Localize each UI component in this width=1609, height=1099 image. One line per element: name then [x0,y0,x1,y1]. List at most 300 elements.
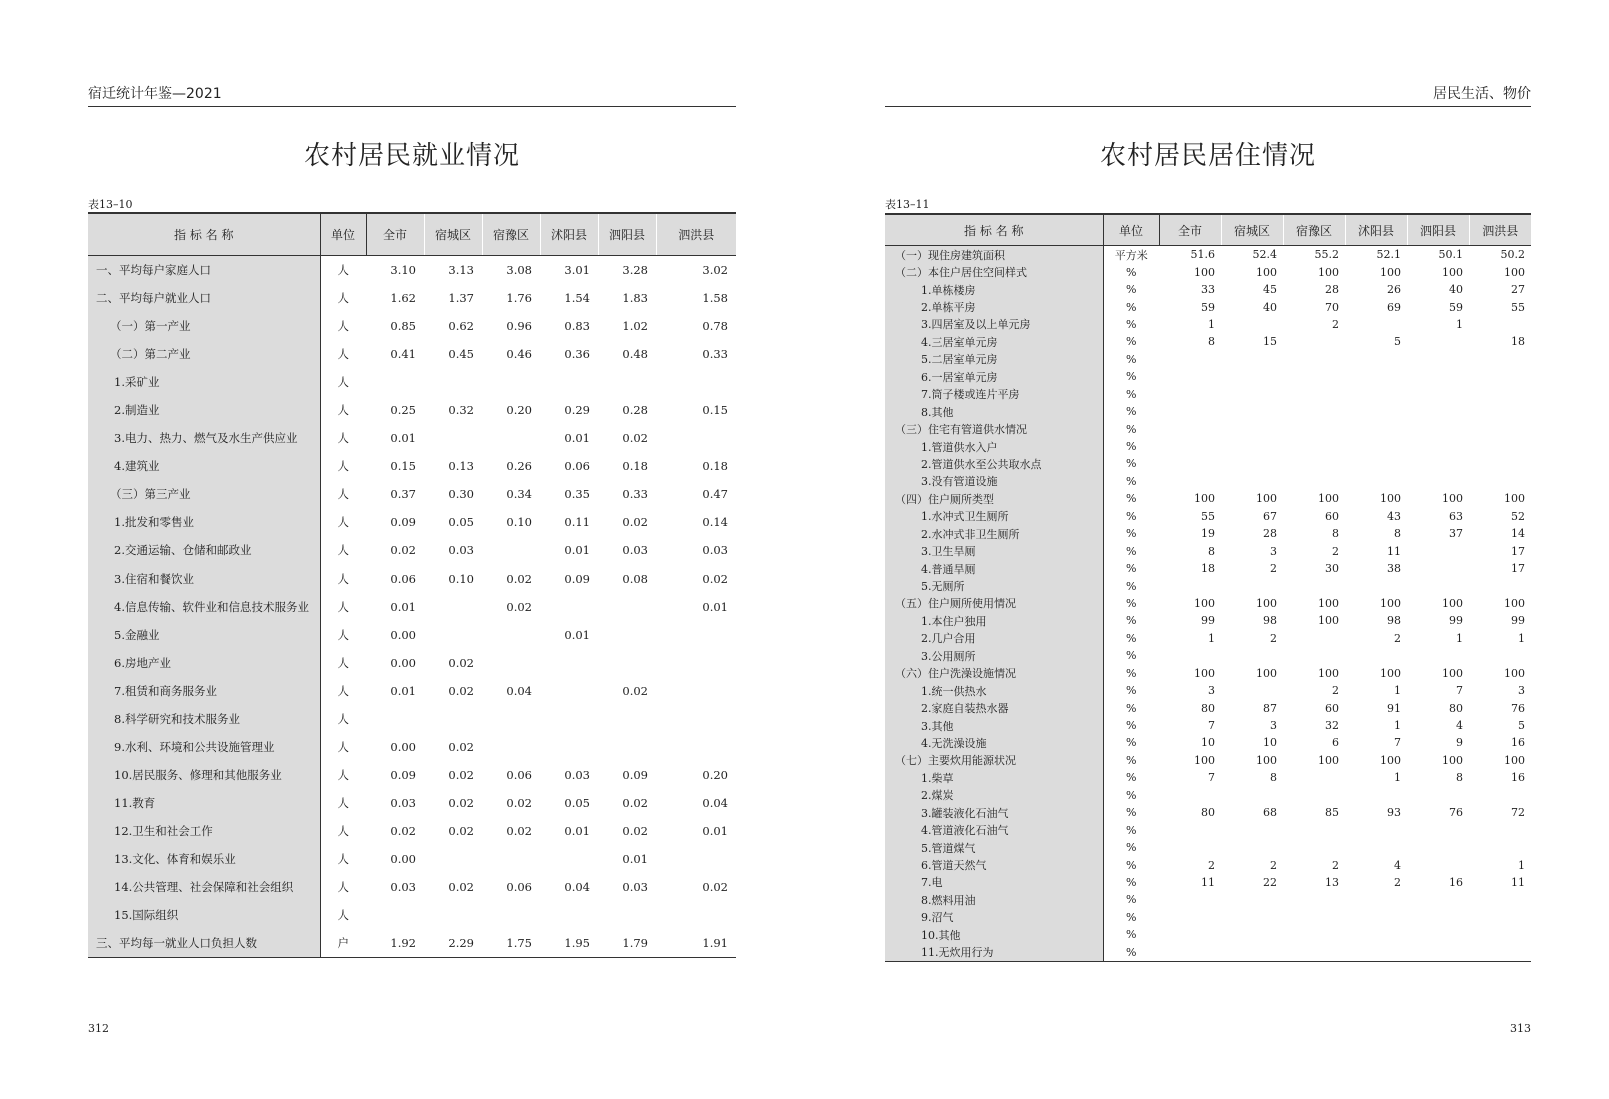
unit-cell: 人 [337,627,349,642]
value-cell [656,705,736,733]
value-cell: 1.76 [506,291,532,306]
unit-cell: 人 [337,515,349,530]
unit-cell: % [1126,858,1137,872]
value-cell [1159,926,1221,943]
value-cell: 8 [1456,771,1463,785]
running-header [88,86,736,107]
unit-cell: 人 [337,880,349,895]
value-cell: 100 [1194,753,1215,767]
value-cell: 0.18 [622,459,648,474]
value-cell [656,901,736,929]
page-title: 农村居民居住情况 [1099,141,1316,171]
value-cell: 100 [1504,753,1525,767]
table-row [885,455,1531,472]
unit-cell: 人 [337,852,349,866]
value-cell [1159,403,1221,420]
value-cell: 100 [1256,492,1277,506]
value-cell: 0.02 [702,880,728,895]
value-cell: 100 [1504,596,1525,610]
value-cell [656,733,736,761]
value-cell [424,621,482,649]
value-cell [1221,787,1283,804]
value-cell [656,677,736,705]
value-cell: 0.47 [702,487,728,502]
value-cell: 2 [1270,562,1277,576]
value-cell: 1.62 [390,291,416,306]
value-cell: 32 [1325,719,1339,733]
value-cell [1283,351,1345,368]
unit-cell: 户 [320,929,366,958]
unit-cell: % [1126,579,1137,593]
value-cell: 100 [1194,596,1215,610]
value-cell: 0.10 [506,515,532,530]
value-cell [1283,769,1345,786]
value-cell [1283,821,1345,838]
value-cell [1159,455,1221,472]
value-cell: 0.96 [506,319,532,334]
value-cell: 10 [1263,736,1277,750]
indicator-name: 1.水冲式卫生厕所 [885,508,1103,525]
value-cell: 0.09 [622,767,648,782]
value-cell: 59 [1201,300,1215,314]
table-row [88,312,736,340]
value-cell: 1 [1394,684,1401,698]
value-cell [1283,839,1345,856]
value-cell [1469,473,1531,490]
value-cell: 0.03 [564,767,590,782]
indicator-name: 1.统一供热水 [885,682,1103,699]
value-cell: 52 [1511,509,1525,523]
unit-cell: 人 [337,543,349,558]
unit-cell: % [1126,405,1137,419]
value-cell [540,901,598,929]
indicator-name: 14.公共管理、社会保障和社会组织 [88,873,320,901]
value-cell: 40 [1263,300,1277,314]
value-cell [1221,420,1283,437]
table-row [885,769,1531,786]
value-cell [1407,473,1469,490]
unit-cell: % [1126,893,1137,907]
column-header-indicator: 指 标 名 称 [88,213,320,256]
value-cell: 0.37 [390,487,416,502]
value-cell: 5 [1394,335,1401,349]
value-cell: 1.79 [598,929,656,958]
value-cell [1221,351,1283,368]
value-cell: 0.03 [702,543,728,558]
value-cell: 1.37 [448,291,474,306]
indicator-name: 7.电 [885,874,1103,891]
indicator-name: 10.居民服务、修理和其他服务业 [88,761,320,789]
value-cell: 1 [1518,858,1525,872]
unit-cell: 人 [337,263,349,278]
table-row [885,787,1531,804]
unit-cell: % [1126,806,1137,820]
table-number: 表13–11 [885,198,930,211]
value-cell: 0.78 [702,319,728,334]
value-cell: 2 [1332,684,1339,698]
value-cell: 50.1 [1438,248,1463,262]
value-cell: 1.83 [622,291,648,306]
table-row [88,677,736,705]
value-cell [1345,386,1407,403]
page-number: 312 [88,1022,109,1035]
value-cell: 0.03 [390,880,416,895]
value-cell: 99 [1201,614,1215,628]
value-cell [1345,839,1407,856]
value-cell: 3.13 [448,263,474,278]
value-cell: 0.01 [702,823,728,838]
table-row [885,752,1531,769]
unit-cell: % [1126,300,1137,314]
value-cell [366,368,424,396]
unit-cell: % [1126,387,1137,401]
value-cell: 1.02 [622,319,648,334]
value-cell: 0.02 [506,795,532,810]
indicator-name: 1.采矿业 [88,368,320,396]
value-cell: 0.20 [702,767,728,782]
table-row [885,542,1531,559]
value-cell [1469,455,1531,472]
indicator-name: 1.批发和零售业 [88,508,320,536]
value-cell [1469,577,1531,594]
table-row [88,817,736,845]
indicator-name: 5.无厕所 [885,577,1103,594]
value-cell: 0.83 [564,319,590,334]
indicator-name: 4.管道液化石油气 [885,821,1103,838]
unit-cell: % [1126,474,1137,488]
value-cell [1159,438,1221,455]
unit-cell: 人 [337,683,349,698]
value-cell: 8 [1332,527,1339,541]
value-cell [1221,455,1283,472]
unit-cell: % [1126,928,1137,942]
table-row [885,281,1531,298]
value-cell [482,649,540,677]
unit-cell: 人 [337,403,349,418]
value-cell: 100 [1194,492,1215,506]
value-cell [1469,821,1531,838]
value-cell: 80 [1449,701,1463,715]
table-header-row [88,213,736,256]
indicator-name: 3.电力、热力、燃气及水生产供应业 [88,424,320,452]
unit-cell: % [1103,944,1159,962]
table-row [88,256,736,285]
indicator-name: 5.金融业 [88,621,320,649]
value-cell: 0.46 [506,347,532,362]
value-cell: 0.05 [448,515,474,530]
table-row [88,593,736,621]
value-cell: 7 [1394,736,1401,750]
table-row [88,480,736,508]
value-cell: 1.92 [366,929,424,958]
value-cell: 0.11 [564,515,590,530]
value-cell: 2 [1394,875,1401,889]
value-cell: 0.13 [448,459,474,474]
value-cell: 16 [1449,875,1463,889]
value-cell: 100 [1380,666,1401,680]
unit-cell: % [1126,875,1137,889]
unit-cell: % [1126,614,1137,628]
unit-cell: 人 [337,711,349,726]
unit-cell: % [1126,527,1137,541]
table-row [88,873,736,901]
value-cell [656,424,736,452]
value-cell: 0.03 [448,543,474,558]
column-header-region: 泗阳县 [1407,214,1469,246]
value-cell [540,677,598,705]
indicator-name: 8.科学研究和技术服务业 [88,705,320,733]
table-row [88,340,736,368]
indicator-name: 6.一居室单元房 [885,368,1103,385]
unit-cell: % [1126,317,1137,331]
value-cell: 13 [1325,875,1339,889]
value-cell: 0.05 [564,795,590,810]
indicator-name: （一）现住房建筑面积 [885,246,1103,264]
indicator-name: （六）住户洗澡设施情况 [885,665,1103,682]
indicator-name: （四）住户厕所类型 [885,490,1103,507]
value-cell [540,368,598,396]
value-cell [1407,787,1469,804]
value-cell: 11 [1387,544,1401,558]
value-cell [1159,787,1221,804]
indicator-name: 4.无洗澡设施 [885,734,1103,751]
value-cell [1345,909,1407,926]
column-header-region: 宿城区 [1221,214,1283,246]
value-cell [424,705,482,733]
value-cell: 16 [1511,771,1525,785]
value-cell [1283,403,1345,420]
value-cell: 1.75 [482,929,540,958]
value-cell: 0.36 [564,347,590,362]
value-cell [1345,473,1407,490]
value-cell: 3 [1208,684,1215,698]
table-row [88,929,736,958]
value-cell: 0.09 [564,571,590,586]
table-row [885,717,1531,734]
value-cell [1407,438,1469,455]
value-cell: 0.02 [448,823,474,838]
indicator-name: 6.管道天然气 [885,856,1103,873]
indicator-name: （二）本住户居住空间样式 [885,263,1103,280]
indicator-name: 4.信息传输、软件业和信息技术服务业 [88,593,320,621]
value-cell: 40 [1449,283,1463,297]
indicator-name: （七）主要炊用能源状况 [885,752,1103,769]
value-cell [424,901,482,929]
indicator-name: 3.其他 [885,717,1103,734]
value-cell: 0.02 [448,880,474,895]
indicator-name: 9.水利、环境和公共设施管理业 [88,733,320,761]
value-cell: 7 [1208,771,1215,785]
value-cell: 100 [1380,265,1401,279]
table-row [88,368,736,396]
table-row [885,734,1531,751]
value-cell [1283,909,1345,926]
table-row [885,525,1531,542]
indicator-name: 1.本住户独用 [885,612,1103,629]
value-cell: 0.02 [702,571,728,586]
value-cell: 1 [1518,631,1525,645]
indicator-name: 3.四居室及以上单元房 [885,316,1103,333]
value-cell [1283,944,1345,962]
value-cell [1407,821,1469,838]
value-cell: 38 [1387,562,1401,576]
value-cell [1283,473,1345,490]
value-cell: 0.01 [564,543,590,558]
value-cell: 76 [1449,806,1463,820]
value-cell [1159,577,1221,594]
column-header-region: 全市 [1159,214,1221,246]
value-cell: 0.18 [702,459,728,474]
indicator-name: 8.其他 [885,403,1103,420]
value-cell [1283,333,1345,350]
value-cell [1159,473,1221,490]
value-cell: 1.91 [656,929,736,958]
value-cell: 0.02 [390,823,416,838]
value-cell [1407,909,1469,926]
value-cell: 100 [1318,666,1339,680]
value-cell: 11 [1201,875,1215,889]
indicator-name: 3.罐装液化石油气 [885,804,1103,821]
value-cell: 100 [1442,492,1463,506]
table-row [885,944,1531,962]
value-cell [1407,926,1469,943]
value-cell: 18 [1201,562,1215,576]
unit-cell: 人 [337,487,349,502]
value-cell: 100 [1380,753,1401,767]
value-cell: 26 [1387,283,1401,297]
value-cell: 0.06 [506,880,532,895]
value-cell [1159,351,1221,368]
value-cell: 0.04 [702,795,728,810]
value-cell [656,621,736,649]
table-row [88,761,736,789]
value-cell [1407,403,1469,420]
value-cell: 0.10 [448,571,474,586]
column-header-region: 宿豫区 [1283,214,1345,246]
value-cell [1407,386,1469,403]
table-number: 表13–10 [88,198,133,211]
value-cell [540,593,598,621]
column-header-region: 沭阳县 [1345,214,1407,246]
value-cell: 28 [1325,283,1339,297]
value-cell: 0.02 [506,599,532,614]
value-cell: 2 [1332,858,1339,872]
value-cell: 0.45 [448,347,474,362]
value-cell: 15 [1263,335,1277,349]
column-header-region: 泗洪县 [1469,214,1531,246]
value-cell [1407,891,1469,908]
value-cell [1345,316,1407,333]
unit-cell: % [1126,596,1137,610]
table-row [885,647,1531,664]
value-cell: 3.28 [622,263,648,278]
value-cell [1283,368,1345,385]
indicator-name: 4.三居室单元房 [885,333,1103,350]
value-cell: 7 [1208,719,1215,733]
unit-cell: % [1126,370,1137,384]
value-cell: 0.01 [564,823,590,838]
running-header [885,86,1531,107]
value-cell [1159,821,1221,838]
unit-cell: % [1126,684,1137,698]
value-cell: 55 [1511,300,1525,314]
value-cell: 100 [1504,492,1525,506]
employment-table [88,212,736,958]
indicator-name: 9.沼气 [885,909,1103,926]
table-row [88,508,736,536]
value-cell: 2 [1270,631,1277,645]
indicator-name: 5.二居室单元房 [885,351,1103,368]
value-cell [424,845,482,873]
unit-cell: 人 [337,795,349,810]
value-cell: 100 [1256,753,1277,767]
value-cell [1283,386,1345,403]
value-cell [1159,368,1221,385]
value-cell: 6 [1332,736,1339,750]
value-cell: 52.1 [1376,248,1401,262]
value-cell: 100 [1318,492,1339,506]
value-cell [1469,438,1531,455]
value-cell: 99 [1511,614,1525,628]
value-cell [540,845,598,873]
value-cell: 60 [1325,509,1339,523]
value-cell: 100 [1194,666,1215,680]
value-cell: 87 [1263,701,1277,715]
table-row [885,909,1531,926]
value-cell: 0.62 [448,319,474,334]
indicator-name: 3.卫生旱厕 [885,542,1103,559]
indicator-name: 1.柴草 [885,769,1103,786]
value-cell: 100 [1442,666,1463,680]
value-cell: 27 [1511,283,1525,297]
yearbook-title: 宿迁统计年鉴—2021 [88,86,222,102]
value-cell: 7 [1456,684,1463,698]
value-cell: 100 [1442,753,1463,767]
unit-cell: % [1126,701,1137,715]
value-cell: 10 [1201,736,1215,750]
table-row [885,821,1531,838]
value-cell [598,649,656,677]
value-cell: 1.54 [564,291,590,306]
value-cell: 98 [1263,614,1277,628]
value-cell: 0.00 [390,655,416,670]
value-cell [1469,368,1531,385]
value-cell [1159,944,1221,962]
value-cell: 0.00 [390,739,416,754]
table-row [885,856,1531,873]
value-cell: 8 [1208,335,1215,349]
indicator-name: 2.水冲式非卫生厕所 [885,525,1103,542]
value-cell: 17 [1511,562,1525,576]
indicator-name: 12.卫生和社会工作 [88,817,320,845]
indicator-name: 8.燃料用油 [885,891,1103,908]
unit-cell: % [1126,719,1137,733]
indicator-name: 6.房地产业 [88,649,320,677]
unit-cell: % [1126,422,1137,436]
value-cell: 100 [1442,265,1463,279]
table-row [885,560,1531,577]
unit-cell: 人 [337,347,349,362]
value-cell: 91 [1387,701,1401,715]
value-cell: 0.02 [506,823,532,838]
unit-cell: 人 [337,319,349,334]
value-cell [540,705,598,733]
value-cell: 100 [1256,265,1277,279]
value-cell [1345,647,1407,664]
value-cell: 0.14 [702,515,728,530]
value-cell [1407,647,1469,664]
value-cell [1221,909,1283,926]
